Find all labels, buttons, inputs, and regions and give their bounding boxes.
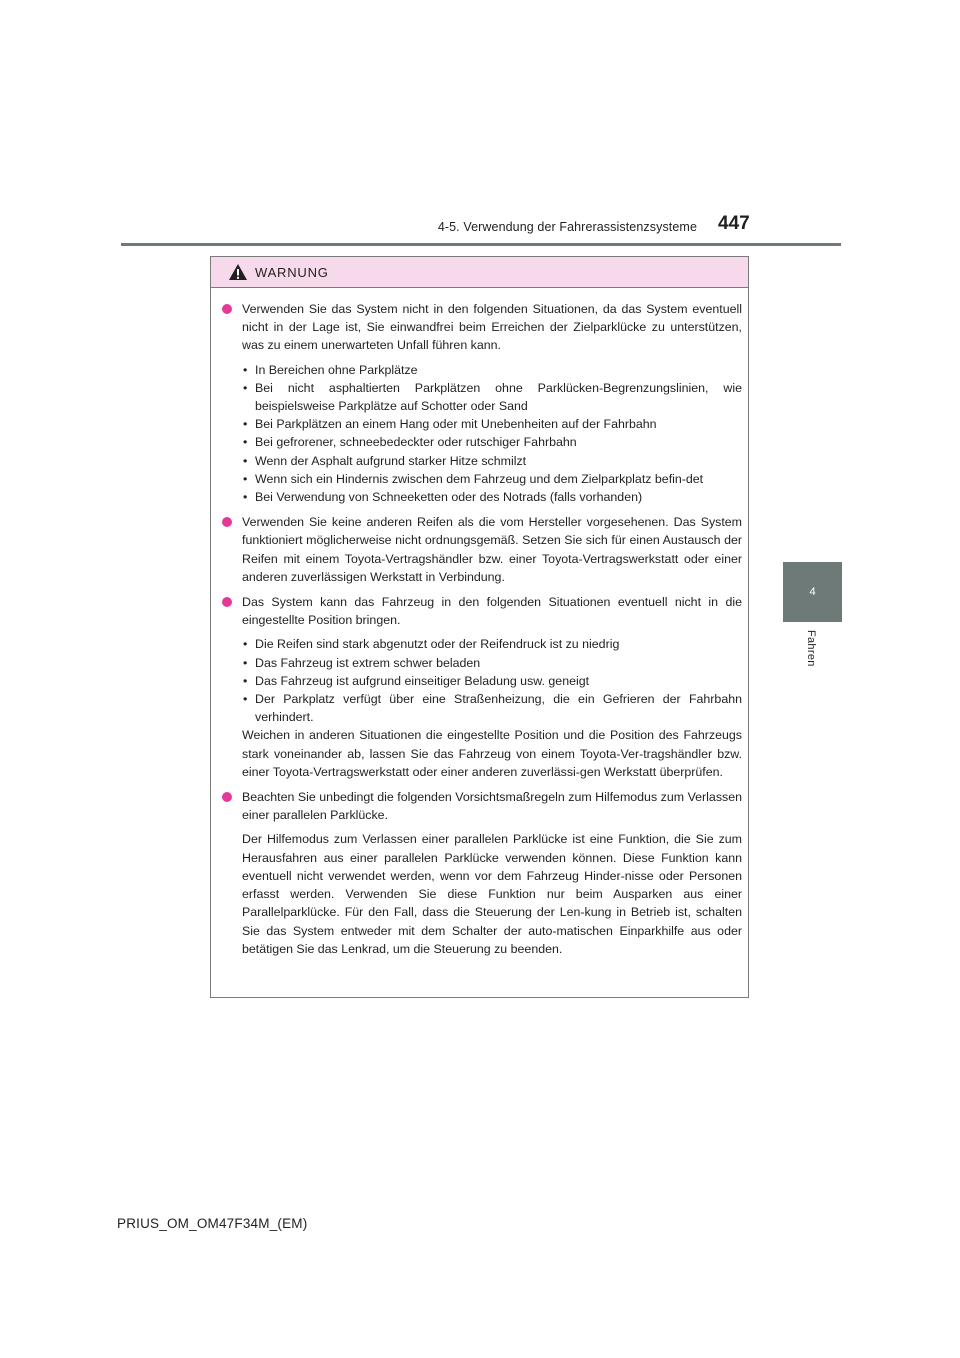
warning-item-text: Verwenden Sie keine anderen Reifen als die vom Hersteller vorgesehenen. Das System funktioniert möglicherweise nicht ordnungsgemäß. Setzen Sie sich für einen Austausch der Reifen mit einem Toyota-Vertragshändler bzw. einer Toyota-Vertragswerkstatt oder einer anderen zuverlässigen Werkstatt in Verbindung. xyxy=(242,515,742,584)
warning-sub-item: • Wenn der Asphalt aufgrund starker Hitze schmilzt xyxy=(242,452,742,470)
warning-item xyxy=(222,788,742,958)
warning-item-detail: Der Hilfemodus zum Verlassen einer parallelen Parklücke ist eine Funktion, die Sie zum Herausfahren aus einer parallelen Parklücke verwenden können. Diese Funktion kann eventuell nicht verwendet werden, wenn vor dem Fahrzeug Hinder-nisse oder Personen erfasst werden. Verwenden Sie diese Funktion nur beim Ausparken aus einer Parallelparklücke. Für den Fall, dass die Steuerung der Len-kung in Betrieb ist, schalten Sie das System entweder mit dem Schalter der auto-matischen Einparkhilfe aus oder betätigen Sie das Lenkrad, um die Steuerung zu beenden. xyxy=(242,832,742,956)
warning-sub-item: • Das Fahrzeug ist extrem schwer beladen xyxy=(242,654,742,672)
warning-triangle-icon xyxy=(228,263,248,281)
warning-box xyxy=(210,256,749,998)
warning-item-text: Verwenden Sie das System nicht in den folgenden Situationen, da das System eventuell nicht in der Lage ist, Sie einwandfrei beim Erreichen der Zielparklücke zu unterstützen, was zu einem unerwarteten Unfall führen kann. xyxy=(242,302,742,353)
warning-sub-list xyxy=(242,361,742,507)
warning-item-text: Das System kann das Fahrzeug in den folgenden Situationen eventuell nicht in die eingestellte Position bringen. xyxy=(242,595,742,628)
warning-item xyxy=(222,300,742,506)
page-number: 447 xyxy=(718,213,750,234)
warning-sub-item: • Bei Parkplätzen an einem Hang oder mit Unebenheiten auf der Fahrbahn xyxy=(242,415,742,433)
document-code: PRIUS_OM_OM47F34M_(EM) xyxy=(117,1216,308,1231)
warning-sub-item: • Das Fahrzeug ist aufgrund einseitiger Beladung usw. geneigt xyxy=(242,672,742,690)
warning-item xyxy=(222,593,742,781)
warning-sub-item: • Bei nicht asphaltierten Parkplätzen ohne Parklücken-Begrenzungslinien, wie beispielsweise Parkplätze auf Schotter oder Sand xyxy=(242,379,742,415)
section-title: 4-5. Verwendung der Fahrerassistenzsysteme xyxy=(437,220,697,234)
warning-body xyxy=(211,288,748,958)
warning-title: WARNUNG xyxy=(255,264,329,280)
warning-header xyxy=(211,257,748,288)
header-rule xyxy=(121,243,841,246)
warning-sub-item: • Bei Verwendung von Schneeketten oder des Notrads (falls vorhanden) xyxy=(242,488,742,506)
warning-sub-item: • Die Reifen sind stark abgenutzt oder der Reifendruck ist zu niedrig xyxy=(242,635,742,653)
warning-sub-item: • Der Parkplatz verfügt über eine Straßenheizung, die ein Gefrieren der Fahrbahn verhindert. xyxy=(242,690,742,726)
warning-sub-item: • Wenn sich ein Hindernis zwischen dem Fahrzeug und dem Zielparkplatz befin-det xyxy=(242,470,742,488)
warning-sub-item: • Bei gefrorener, schneebedeckter oder rutschiger Fahrbahn xyxy=(242,433,742,451)
warning-item-text: Beachten Sie unbedingt die folgenden Vorsichtsmaßregeln zum Hilfemodus zum Verlassen einer parallelen Parklücke. xyxy=(242,790,742,823)
chapter-side-label: Fahren xyxy=(805,630,817,667)
pink-bullet-icon xyxy=(222,304,232,314)
warning-item xyxy=(222,513,742,586)
chapter-number: 4 xyxy=(809,586,816,598)
pink-bullet-icon xyxy=(222,597,232,607)
pink-bullet-icon xyxy=(222,517,232,527)
warning-sub-item: • In Bereichen ohne Parkplätze xyxy=(242,361,742,379)
warning-sub-list xyxy=(242,635,742,726)
warning-item-note: Weichen in anderen Situationen die eingestellte Position und die Position des Fahrzeugs stark voneinander ab, lassen Sie das Fahrzeug von einem Toyota-Ver-tragshändler bzw. einer Toyota-Vertragswerkstatt oder einer anderen zuverlässi-gen Werkstatt überprüfen. xyxy=(242,728,742,779)
chapter-tab[interactable] xyxy=(783,562,842,622)
pink-bullet-icon xyxy=(222,792,232,802)
